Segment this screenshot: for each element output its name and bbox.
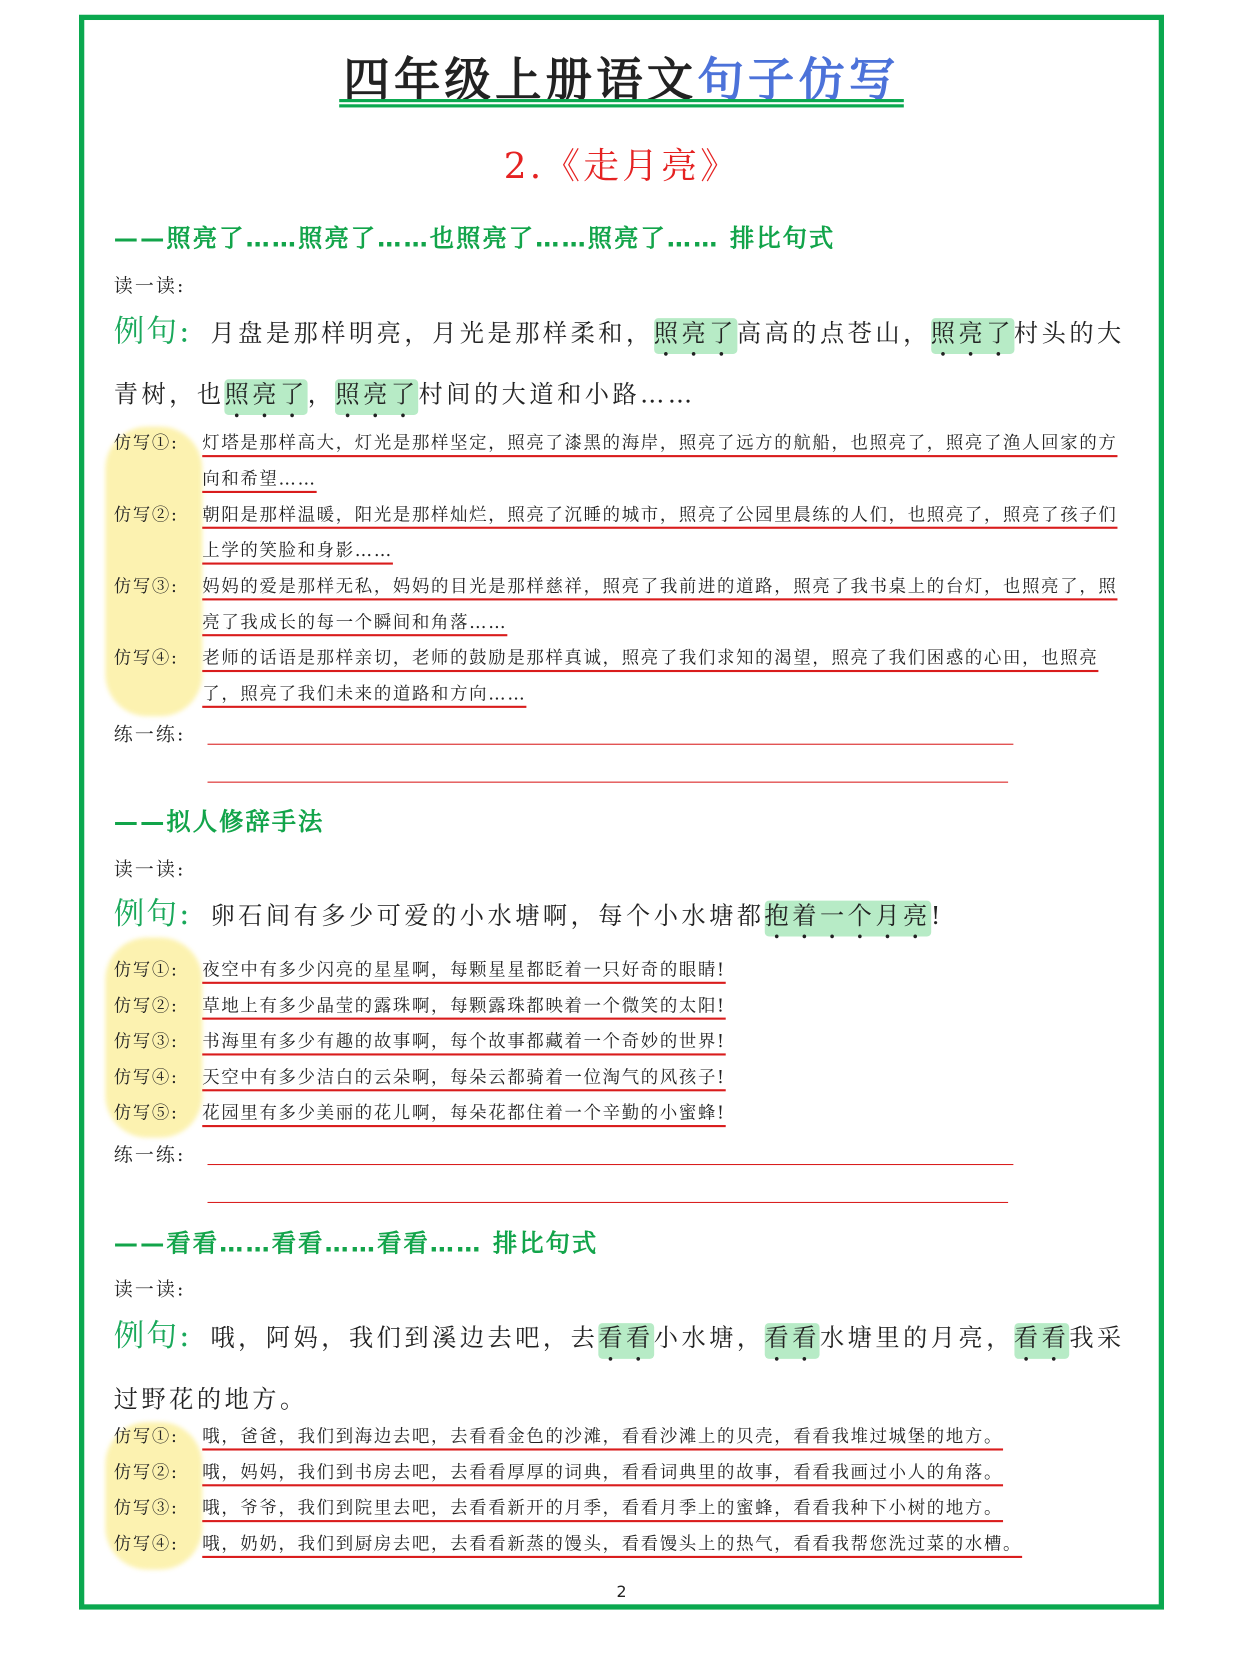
highlighted-keyword: 照亮了 bbox=[654, 318, 737, 354]
example-label: 例句: bbox=[113, 1317, 192, 1354]
imitation-text: 草地上有多少晶莹的露珠啊，每颗露珠都映着一个微笑的太阳! bbox=[202, 995, 726, 1016]
section-2-heading: ——拟人修辞手法 bbox=[113, 809, 325, 837]
imitation-label: 仿写④: bbox=[113, 1533, 179, 1554]
imitation-label: 仿写②: bbox=[113, 1462, 179, 1483]
example-text: 月盘是那样明亮，月光是那样柔和， bbox=[210, 320, 654, 348]
section-2-practice-label: 练一练: bbox=[113, 1143, 186, 1167]
imitation-label: 仿写③: bbox=[113, 576, 179, 597]
imitation-label: 仿写②: bbox=[113, 504, 179, 525]
title-black: 四年级上册语文 bbox=[343, 53, 698, 108]
section-1-imitation-3 bbox=[114, 569, 1125, 641]
practice-line[interactable] bbox=[208, 1164, 1014, 1165]
example-text: 水塘里的月亮， bbox=[819, 1325, 1014, 1353]
section-1-heading: ——照亮了……照亮了……也照亮了……照亮了…… 排比句式 bbox=[113, 225, 836, 253]
imitation-label: 仿写①: bbox=[113, 959, 179, 980]
imitation-text: 灯塔是那样高大，灯光是那样坚定，照亮了漆黑的海岸，照亮了远方的航船，也照亮了，照亮了渔人回家的方向和希望…… bbox=[202, 432, 1118, 489]
example-text: ! bbox=[930, 902, 944, 931]
section-2-imitation-3 bbox=[114, 1024, 1125, 1060]
section-2-example bbox=[114, 883, 1136, 947]
section-1-read-label: 读一读: bbox=[113, 274, 186, 298]
highlighted-keyword: 照亮了 bbox=[225, 379, 308, 415]
practice-line[interactable] bbox=[208, 744, 1014, 745]
highlighted-keyword: 看看 bbox=[1014, 1323, 1069, 1359]
example-text: 高高的点苍山， bbox=[736, 320, 931, 348]
imitation-label: 仿写②: bbox=[113, 995, 179, 1016]
section-3-heading: ——看看……看看……看看…… 排比句式 bbox=[113, 1230, 599, 1258]
section-2-imitation-4 bbox=[114, 1060, 1125, 1096]
section-2-read-label: 读一读: bbox=[113, 858, 186, 881]
imitation-text: 哦，妈妈，我们到书房去吧，去看看厚厚的词典，看看词典里的故事，看看我画过小人的角落。 bbox=[202, 1462, 1004, 1483]
imitation-text: 朝阳是那样温暖，阳光是那样灿烂，照亮了沉睡的城市，照亮了公园里晨练的人们，也照亮了，照亮了孩子们上学的笑脸和身影…… bbox=[202, 504, 1118, 561]
section-2-imitation-1 bbox=[114, 952, 1125, 988]
practice-line[interactable] bbox=[208, 1202, 1009, 1203]
section-2-imitation-2 bbox=[114, 988, 1125, 1024]
section-3-example bbox=[114, 1305, 1136, 1430]
imitation-label: 仿写⑤: bbox=[113, 1102, 179, 1123]
imitation-label: 仿写①: bbox=[113, 432, 179, 453]
highlighted-keyword: 看看 bbox=[598, 1323, 653, 1359]
example-text: 哦，阿妈，我们到溪边去吧，去 bbox=[210, 1325, 599, 1353]
example-text: 村间的大道和小路…… bbox=[418, 381, 696, 409]
highlighted-keyword: 照亮了 bbox=[931, 318, 1014, 354]
highlighted-keyword: 照亮了 bbox=[335, 379, 418, 415]
example-label: 例句: bbox=[113, 312, 192, 349]
section-3-imitation-2 bbox=[114, 1455, 1125, 1491]
imitation-text: 哦，奶奶，我们到厨房去吧，去看看新蒸的馒头，看看馒头上的热气，看看我帮您洗过菜的水槽。 bbox=[202, 1533, 1023, 1554]
highlighted-keyword: 抱着一个月亮 bbox=[765, 901, 931, 937]
section-1-practice-label: 练一练: bbox=[113, 723, 186, 746]
imitation-text: 哦，爸爸，我们到海边去吧，去看看金色的沙滩，看看沙滩上的贝壳，看看我堆过城堡的地方。 bbox=[202, 1426, 1004, 1447]
page-number: 2 bbox=[616, 1582, 627, 1602]
imitation-label: 仿写①: bbox=[113, 1426, 179, 1447]
imitation-label: 仿写④: bbox=[113, 647, 179, 668]
practice-line[interactable] bbox=[208, 782, 1009, 783]
section-3-read-label: 读一读: bbox=[113, 1278, 186, 1301]
example-text: 村头的大青树，也 bbox=[113, 320, 1125, 409]
title-underline bbox=[339, 99, 904, 102]
section-2-imitation-5 bbox=[114, 1096, 1125, 1132]
example-text: ， bbox=[307, 381, 336, 409]
title-underline-2 bbox=[339, 104, 904, 107]
example-text: 我采过野花的地方。 bbox=[113, 1325, 1125, 1414]
section-1-imitation-2 bbox=[114, 497, 1125, 569]
imitation-text: 妈妈的爱是那样无私，妈妈的目光是那样慈祥，照亮了我前进的道路，照亮了我书桌上的台灯，也照亮了，照亮了我成长的每一个瞬间和角落…… bbox=[202, 576, 1118, 633]
section-1-imitation-1 bbox=[114, 426, 1125, 498]
example-text: 小水塘， bbox=[653, 1325, 765, 1353]
imitation-text: 老师的话语是那样亲切，老师的鼓励是那样真诚，照亮了我们求知的渴望，照亮了我们困惑的心田，也照亮了，照亮了我们未来的道路和方向…… bbox=[202, 647, 1099, 704]
example-label: 例句: bbox=[113, 895, 192, 932]
imitation-text: 天空中有多少洁白的云朵啊，每朵云都骑着一位淘气的风孩子! bbox=[202, 1067, 726, 1088]
imitation-label: 仿写④: bbox=[113, 1067, 179, 1088]
section-3-imitation-1 bbox=[114, 1419, 1125, 1455]
title-blue: 句子仿写 bbox=[697, 53, 900, 108]
section-1-example bbox=[114, 300, 1136, 425]
section-3-imitation-3 bbox=[114, 1491, 1125, 1527]
imitation-text: 哦，爷爷，我们到院里去吧，去看看新开的月季，看看月季上的蜜蜂，看看我种下小树的地方。 bbox=[202, 1497, 1004, 1518]
section-3-imitation-4 bbox=[114, 1526, 1125, 1562]
imitation-label: 仿写③: bbox=[113, 1497, 179, 1518]
highlighted-keyword: 看看 bbox=[765, 1323, 820, 1359]
lesson-title: 2.《走月亮》 bbox=[503, 145, 740, 188]
imitation-text: 花园里有多少美丽的花儿啊，每朵花都住着一个辛勤的小蜜蜂! bbox=[202, 1102, 726, 1123]
imitation-text: 书海里有多少有趣的故事啊，每个故事都藏着一个奇妙的世界! bbox=[202, 1031, 726, 1052]
example-text: 卵石间有多少可爱的小水塘啊，每个小水塘都 bbox=[210, 902, 765, 931]
imitation-label: 仿写③: bbox=[113, 1031, 179, 1052]
imitation-text: 夜空中有多少闪亮的星星啊，每颗星星都眨着一只好奇的眼睛! bbox=[202, 959, 726, 980]
section-1-imitation-4 bbox=[114, 640, 1125, 712]
